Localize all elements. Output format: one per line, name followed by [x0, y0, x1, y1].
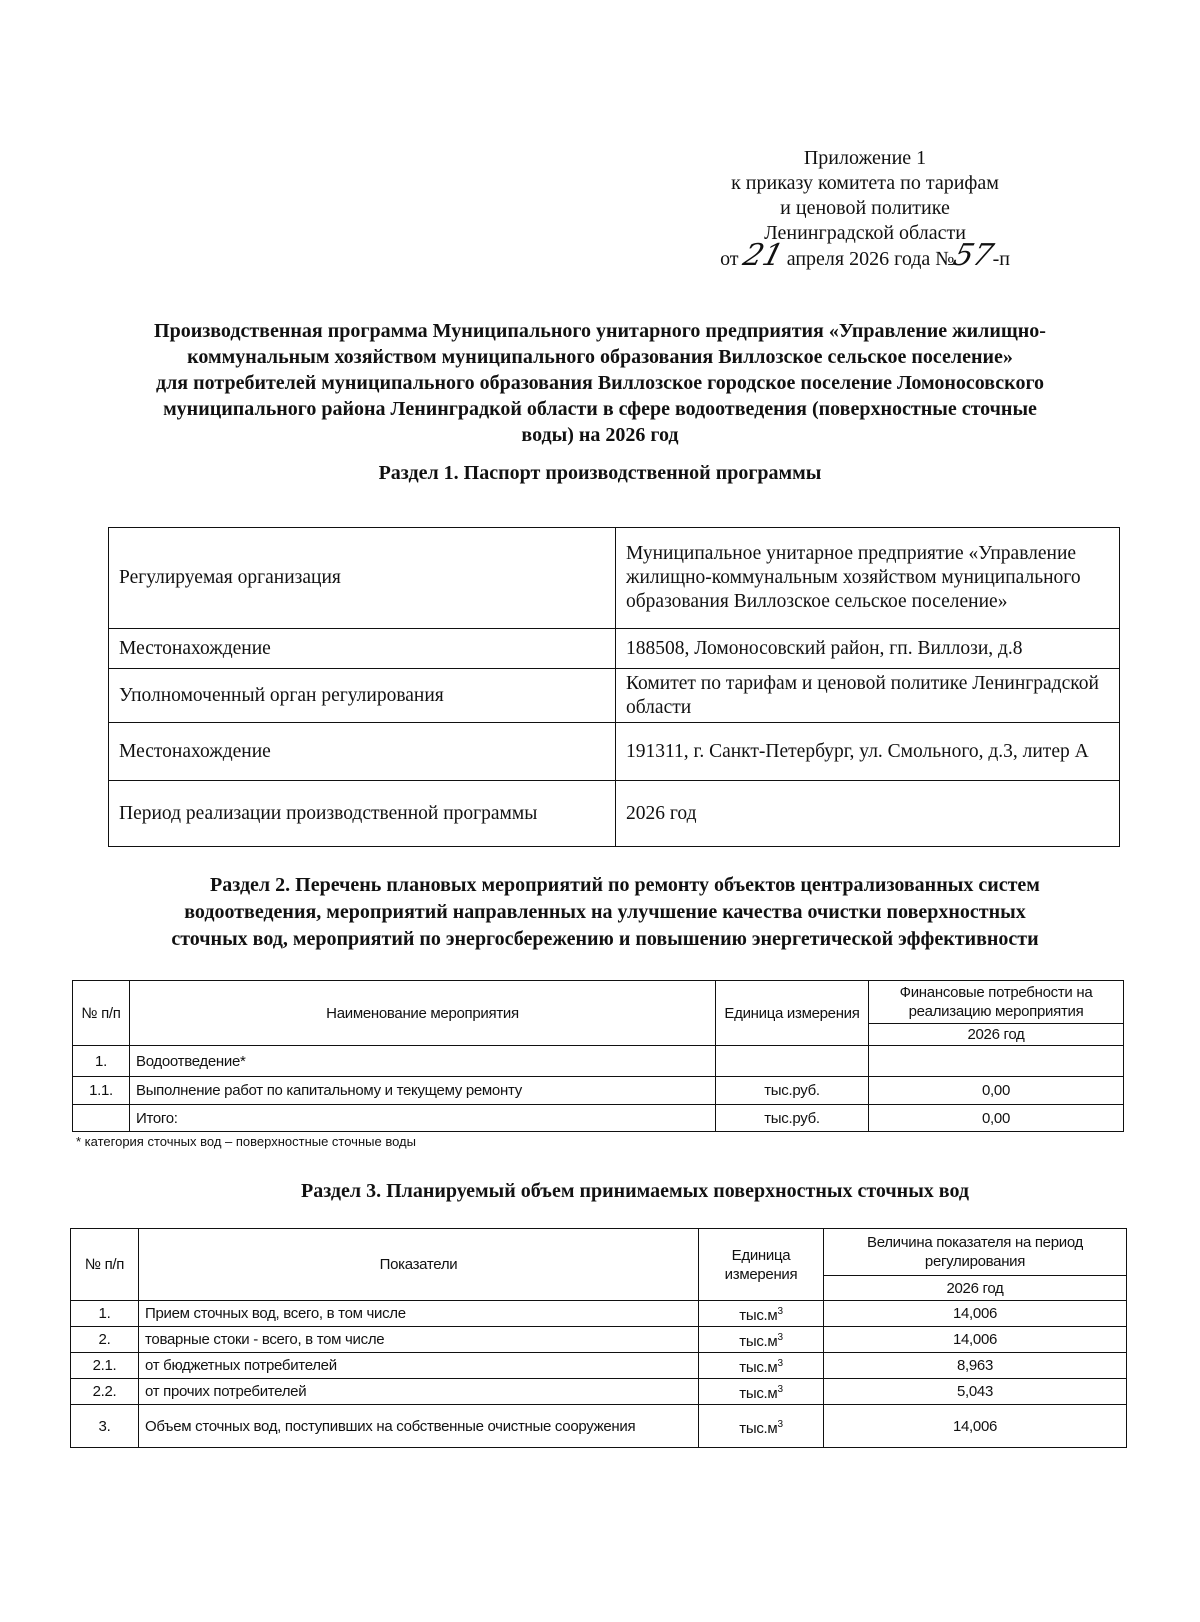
col-name: Наименование мероприятия: [130, 981, 716, 1046]
cell-unit: [716, 1046, 869, 1077]
cell-value: 188508, Ломоносовский район, гп. Виллози, д.8: [616, 629, 1120, 669]
cell-num: 1.: [73, 1046, 130, 1077]
cell-name: товарные стоки - всего, в том числе: [139, 1327, 699, 1353]
cell-value: 0,00: [869, 1077, 1124, 1105]
title-line: коммунальным хозяйством муниципального образования Виллозское сельское поселение»: [187, 346, 1013, 368]
cell-label: Местонахождение: [109, 723, 616, 781]
table-row: [73, 1077, 1124, 1105]
cell-value: 0,00: [869, 1105, 1124, 1132]
table-row: [71, 1353, 1127, 1379]
header-line: и ценовой политике: [780, 197, 950, 219]
cell-num: 2.: [71, 1327, 139, 1353]
section1-heading: Раздел 1. Паспорт производственной программы: [378, 462, 822, 484]
table-row: [71, 1327, 1127, 1353]
cell-name: Объем сточных вод, поступивших на собственные очистные сооружения: [139, 1405, 699, 1448]
section2-heading: [70, 872, 1140, 953]
cell-value: 14,006: [824, 1301, 1127, 1327]
order-date-line: от 21 апреля 2026 года №57-п: [720, 238, 1010, 273]
col-value: Финансовые потребности на реализацию мероприятия: [869, 981, 1124, 1024]
cell-num: 2.1.: [71, 1353, 139, 1379]
handwritten-day: 21: [738, 238, 787, 273]
header-line: к приказу комитета по тарифам: [731, 172, 999, 194]
table-row: [109, 669, 1120, 723]
cell-value: Муниципальное унитарное предприятие «Управление жилищно-коммунальным хозяйством муниципального образования Виллозское сельское поселение»: [616, 528, 1120, 629]
cell-name: от прочих потребителей: [139, 1379, 699, 1405]
cell-value: 191311, г. Санкт-Петербург, ул. Смольного, д.3, литер А: [616, 723, 1120, 781]
table-row: [71, 1405, 1127, 1448]
title-line: воды) на 2026 год: [521, 424, 679, 446]
cell-label: Уполномоченный орган регулирования: [109, 669, 616, 723]
table-row: [73, 1105, 1124, 1132]
cell-unit: $тыс.м^3$: [699, 1301, 824, 1327]
cell-name: Итого:: [130, 1105, 716, 1132]
col-num: № п/п: [71, 1229, 139, 1301]
col-value: Величина показателя на период регулирования: [824, 1229, 1127, 1276]
cell-unit: $тыс.м^3$: [699, 1353, 824, 1379]
table-row: [109, 629, 1120, 669]
heading-line: водоотведения, мероприятий направленных на улучшение качества очистки поверхностных: [184, 901, 1026, 923]
col-name: Показатели: [139, 1229, 699, 1301]
cell-unit: $тыс.м^3$: [699, 1405, 824, 1448]
table-row: [73, 1046, 1124, 1077]
cell-num: 3.: [71, 1405, 139, 1448]
measures-table: [72, 980, 1124, 1132]
table-row: [109, 781, 1120, 847]
col-unit: Единица измерения: [699, 1229, 824, 1301]
document-title: [60, 318, 1140, 448]
cell-unit: $тыс.м^3$: [699, 1379, 824, 1405]
col-unit: Единица измерения: [716, 981, 869, 1046]
cell-value: Комитет по тарифам и ценовой политике Ленинградской области: [616, 669, 1120, 723]
cell-num: [73, 1105, 130, 1132]
header-line: Ленинградской области: [764, 222, 966, 244]
cell-label: Регулируемая организация: [109, 528, 616, 629]
cell-name: Водоотведение*: [130, 1046, 716, 1077]
header-line: Приложение 1: [803, 147, 927, 169]
appendix-header: [690, 146, 1040, 272]
cell-num: 2.2.: [71, 1379, 139, 1405]
cell-value: 2026 год: [616, 781, 1120, 847]
section3-heading: Раздел 3. Планируемый объем принимаемых поверхностных сточных вод: [300, 1180, 970, 1202]
cell-unit: тыс.руб.: [716, 1105, 869, 1132]
footnote: * категория сточных вод – поверхностные сточные воды: [76, 1134, 416, 1149]
cell-unit: тыс.руб.: [716, 1077, 869, 1105]
volume-table: [70, 1228, 1127, 1448]
cell-value: [869, 1046, 1124, 1077]
heading-line: сточных вод, мероприятий по энергосбережению и повышению энергетической эффективности: [171, 928, 1039, 950]
cell-value: 8,963: [824, 1353, 1127, 1379]
cell-value: 14,006: [824, 1405, 1127, 1448]
cell-unit: $тыс.м^3$: [699, 1327, 824, 1353]
cell-label: Местонахождение: [109, 629, 616, 669]
table-row: [71, 1379, 1127, 1405]
col-year: 2026 год: [869, 1024, 1124, 1046]
col-num: № п/п: [73, 981, 130, 1046]
table-row: [71, 1301, 1127, 1327]
header-row: [73, 981, 1124, 1024]
cell-name: Прием сточных вод, всего, в том числе: [139, 1301, 699, 1327]
cell-num: 1.: [71, 1301, 139, 1327]
passport-table: [108, 527, 1120, 847]
title-line: для потребителей муниципального образования Виллозское городское поселение Ломоносовского: [155, 372, 1045, 394]
table-row: [109, 528, 1120, 629]
cell-label: Период реализации производственной программы: [109, 781, 616, 847]
cell-value: 5,043: [824, 1379, 1127, 1405]
cell-num: 1.1.: [73, 1077, 130, 1105]
title-line: Производственная программа Муниципального унитарного предприятия «Управление жилищно-: [154, 320, 1046, 342]
cell-value: 14,006: [824, 1327, 1127, 1353]
handwritten-number: 57: [949, 238, 998, 273]
heading-line: Раздел 2. Перечень плановых мероприятий по ремонту объектов централизованных систем: [210, 874, 1040, 896]
title-line: муниципального района Ленинградкой области в сфере водоотведения (поверхностные сточные: [163, 398, 1037, 420]
col-year: 2026 год: [824, 1276, 1127, 1301]
cell-name: Выполнение работ по капитальному и текущему ремонту: [130, 1077, 716, 1105]
header-row: [71, 1229, 1127, 1276]
cell-name: от бюджетных потребителей: [139, 1353, 699, 1379]
table-row: [109, 723, 1120, 781]
